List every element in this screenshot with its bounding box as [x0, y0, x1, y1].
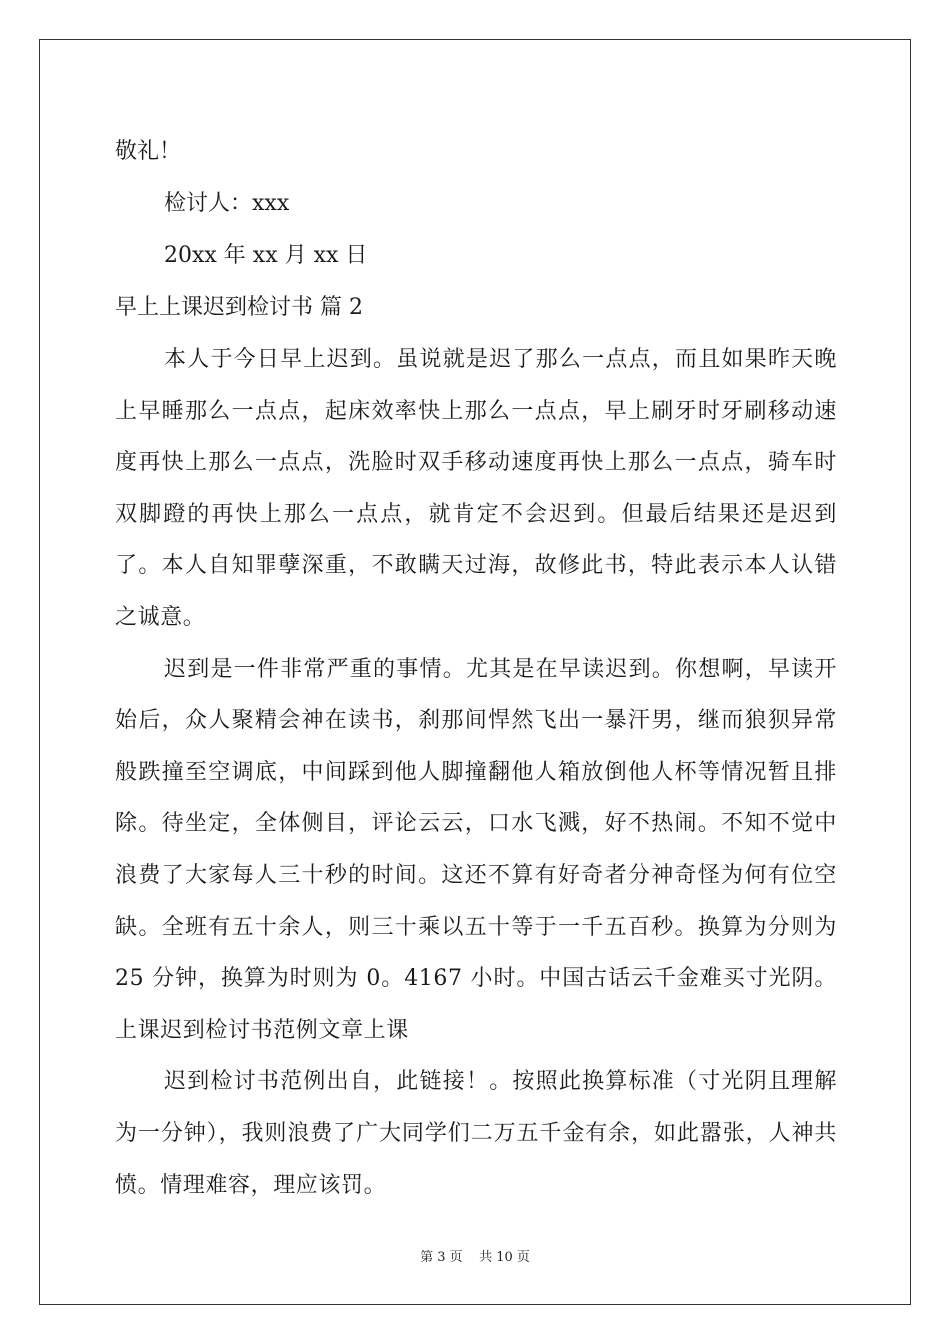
- page-number-footer: 第 3 页 共 10 页: [420, 1250, 530, 1265]
- paragraph-2: 迟到是一件非常严重的事情。尤其是在早读迟到。你想啊，早读开始后，众人聚精会神在读书，刹那间悍然飞出一暴汗男，继而狼狈异常般跌撞至空调底，中间踩到他人脚撞翻他人箱放倒他人杯等情况暂且排除。待坐定，全体侧目，评论云云，口水飞溅，好不热闹。不知不觉中浪费了大家每人三十秒的时间。这还不算有好奇者分神奇怪为何有位空缺。全班有五十余人，则三十乘以五十等于一千五百秒。换算为分则为 25 分钟，换算为时则为 0。4167 小时。中国古话云千金难买寸光阴。上课迟到检讨书范例文章上课: [115, 656, 837, 1043]
- signer-line: 检讨人：xxx: [164, 191, 290, 216]
- paragraph-1: 本人于今日早上迟到。虽说就是迟了那么一点点，而且如果昨天晚上早睡那么一点点，起床效率快上那么一点点，早上刷牙时牙刷移动速度再快上那么一点点，洗脸时双手移动速度再快上那么一点点，骑车时双脚蹬的再快上那么一点点，就肯定不会迟到。但最后结果还是迟到了。本人自知罪孽深重，不敢瞒天过海，故修此书，特此表示本人认错之诚意。: [115, 347, 837, 630]
- paragraph-3: 迟到检讨书范例出自，此链接！。按照此换算标准（寸光阴且理解为一分钟），我则浪费了广大同学们二万五千金有余，如此嚣张，人神共愤。情理难容，理应该罚。: [115, 1069, 837, 1198]
- section-heading: 早上上课迟到检讨书 篇 2: [115, 295, 363, 320]
- closing-salutation: 敬礼！: [115, 139, 182, 164]
- document-body: [115, 126, 837, 1211]
- date-line: 20xx 年 xx 月 xx 日: [164, 243, 368, 268]
